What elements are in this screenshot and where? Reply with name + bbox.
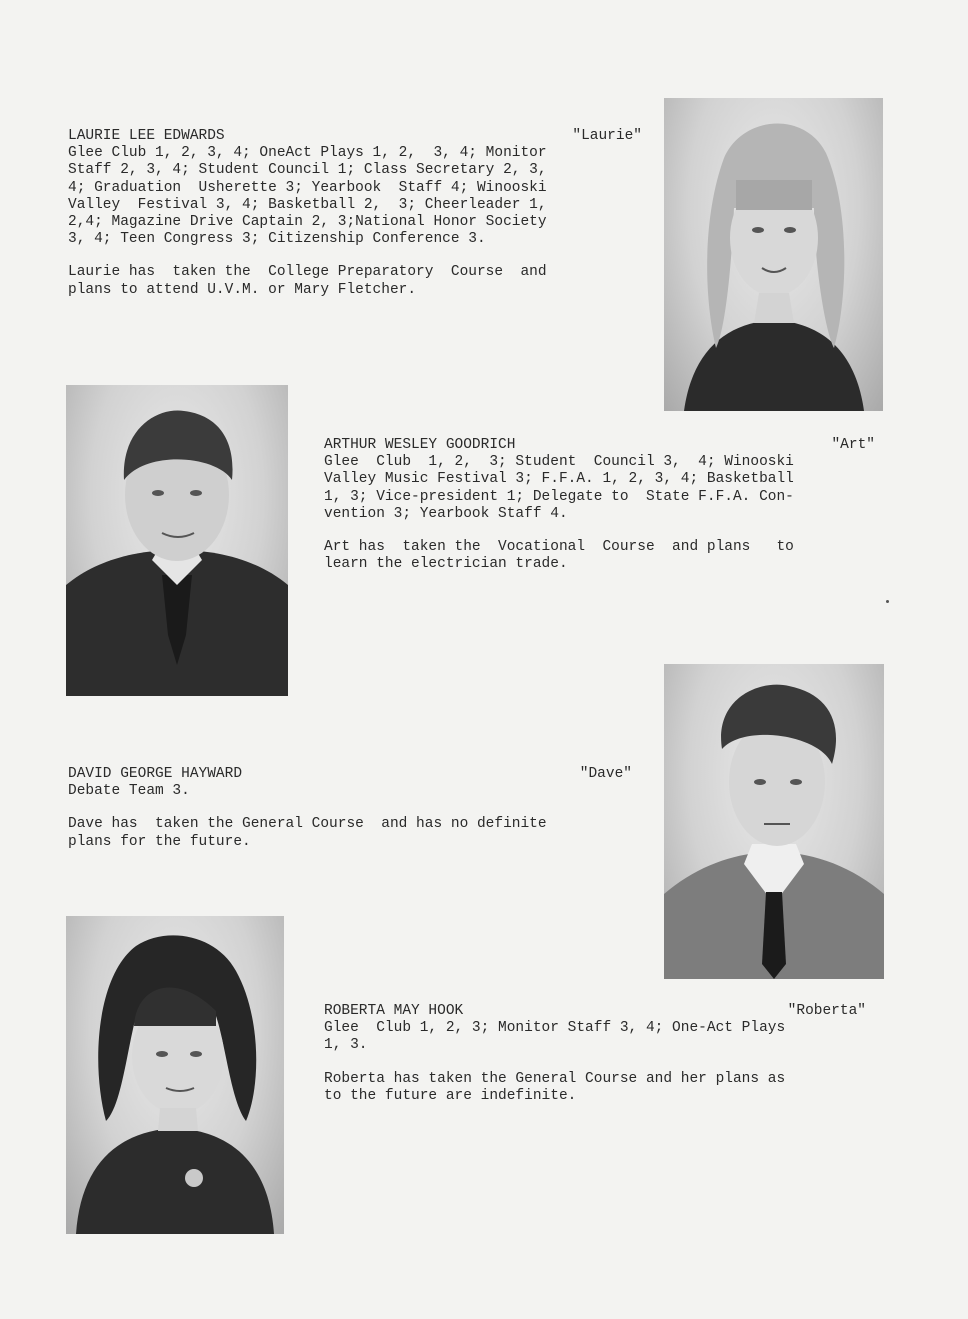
student-plans: Art has taken the Vocational Course and plans to learn the electrician trade. — [324, 539, 794, 573]
student-plans: Laurie has taken the College Preparatory Course and plans to attend U.V.M. or Mary Fletcher. — [68, 264, 547, 298]
portrait-image — [664, 664, 884, 979]
portrait-photo-dave — [664, 664, 884, 979]
entry-header — [68, 766, 632, 783]
student-activities: Glee Club 1, 2, 3; Monitor Staff 3, 4; One-Act Plays 1, 3. — [324, 1020, 786, 1054]
student-name: ARTHUR WESLEY GOODRICH — [324, 437, 516, 453]
portrait-photo-art — [66, 385, 288, 696]
student-name: ROBERTA MAY HOOK — [324, 1003, 464, 1019]
student-name: DAVID GEORGE HAYWARD — [68, 766, 243, 782]
student-activities: Glee Club 1, 2, 3, 4; OneAct Plays 1, 2, 3, 4; Monitor Staff 2, 3, 4; Student Council 1; Class Secretary 2, 3, 4; Graduation Usherette 3; Yearbook Staff 4; Winooski Valley Festival 3, 4; Basketball 2, 3; Cheerleader 1, 2,4; Magazine Drive Captain 2, 3;National Honor Society 3, 4; Teen Congress 3; Citizenship Conference 3. — [68, 145, 547, 248]
portrait-image — [66, 916, 284, 1234]
student-nickname: "Dave" — [579, 766, 632, 782]
student-entry-art — [324, 437, 875, 573]
student-entry-dave — [68, 766, 632, 851]
student-plans: Dave has taken the General Course and has no definite plans for the future. — [68, 816, 547, 850]
portrait-image — [66, 385, 288, 696]
entry-header — [324, 1003, 866, 1020]
student-activities: Debate Team 3. — [68, 783, 190, 800]
entry-header — [324, 437, 875, 454]
student-entry-roberta — [324, 1003, 866, 1105]
entry-header — [68, 128, 642, 145]
student-plans: Roberta has taken the General Course and her plans as to the future are indefinite. — [324, 1070, 786, 1104]
portrait-photo-roberta — [66, 916, 284, 1234]
student-entry-laurie — [68, 128, 642, 299]
portrait-photo-laurie — [664, 98, 883, 411]
portrait-image — [664, 98, 883, 411]
student-nickname: "Laurie" — [572, 128, 642, 144]
student-activities: Glee Club 1, 2, 3; Student Council 3, 4; Winooski Valley Music Festival 3; F.F.A. 1, 2, 3, 4; Basketball 1, 3; Vice-president 1; Delegate to State F.F.A. Con- vention 3; Yearbook Staff 4. — [324, 454, 794, 522]
student-name: LAURIE LEE EDWARDS — [68, 128, 225, 144]
student-nickname: "Art" — [831, 437, 875, 453]
student-nickname: "Roberta" — [787, 1003, 866, 1019]
paper-speck — [886, 600, 889, 603]
